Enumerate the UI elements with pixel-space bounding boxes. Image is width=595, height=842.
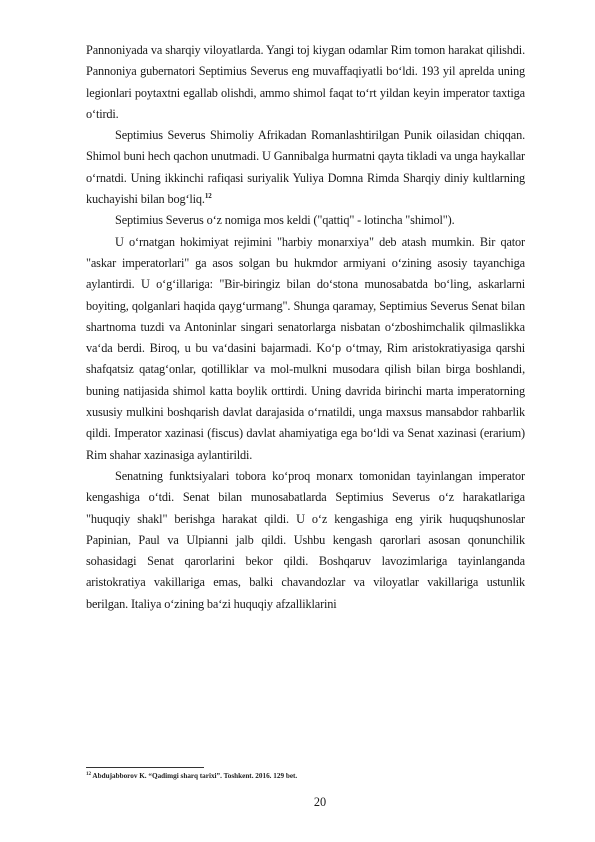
paragraph-text: U o‘rnatgan hokimiyat rejimini "harbiy monarxiya" deb atash mumkin. Bir qator "askar imperatorlari" ga asos solgan bu hukmdor armiyani o‘zining asosiy tayanchiga aylantirdi. U o‘g‘illariga: "Bir-biringiz bilan do‘stona munosabatda bo‘ling, askarlarni boyiting, qolganlari haqida qayg‘urmang". Shunga qaramay, Septimius Severus Senat bilan shartnoma tuzdi va Antoninlar singari senatorlarga nisbatan o‘zboshimchalik qilmaslikka va‘da berdi. Biroq, u bu va‘dasini bajarmadi. Ko‘p o‘tmay, Rim aristokratiyasiga qarshi shafqatsiz qatag‘onlar, qotilliklar va mol-mulkni musodara qilish bilan birga boshlandi, buning natijasida shimol katta boylik orttirdi. Uning davrida birinchi marta imperatorning xususiy mulkini boshqarish davlat darajasida o‘rnatildi, unga maxsus mansabdor rahbarlik qildi. Imperator xazinasi (fiscus) davlat ahamiyatiga ega bo‘ldi va Senat xazinasi (erarium) Rim shahar xazinasiga aylantirildi. [86,234,525,462]
paragraph-2 [86,125,525,210]
paragraph-3 [86,210,525,231]
body-text [86,40,525,615]
footnote-number: 12 [86,772,91,777]
paragraph-1 [86,40,525,125]
paragraph-text: Senatning funktsiyalari tobora ko‘proq monarx tomonidan tayinlangan imperator kengashiga o‘tdi. Senat bilan munosabatlarda Septimius Severus o‘z harakatlariga "huquqiy shakl" berishga harakat qildi. U o‘z kengashiga eng yirik huquqshunoslar Papinian, Paul va Ulpianni jalb qildi. Ushbu kengash qarorlari asosan qonunchilik sohasidagi Senat qarorlarini bekor qildi. Boshqaruv lavozimlariga tayinlanganda aristokratiya vakillariga emas, balki chavandozlar va viloyatlar vakillariga ustunlik berilgan. Italiya o‘zining ba‘zi huquqiy afzalliklarini [86,468,525,611]
footnote-text: Abdujabborov K. “Qadimgi sharq tarixi”. Toshkent. 2016. 129 bet. [92,772,298,780]
footnote [86,771,526,781]
paragraph-text: Septimius Severus o‘z nomiga mos keldi ("qattiq" - lotincha "shimol"). [115,213,455,228]
footnote-divider [86,767,204,768]
paragraph-text: Septimius Severus Shimoliy Afrikadan Romanlashtirilgan Punik oilasidan chiqqan. Shimol buni hech qachon unutmadi. U Gannibalga hurmatni qayta tikladi va unga haykallar o‘rnatdi. Uning ikkinchi rafiqasi suriyalik Yuliya Domna Rimda Sharqiy diniy kultlarning kuchayishi bilan bog‘liq. [86,128,525,207]
paragraph-5 [86,466,525,615]
paragraph-4 [86,232,525,466]
footnote-reference: 12 [204,192,212,201]
paragraph-text: Pannoniyada va sharqiy viloyatlarda. Yangi toj kiygan odamlar Rim tomon harakat qilishdi. Pannoniya gubernatori Septimius Severus eng muvaffaqiyatli bo‘ldi. 193 yil aprelda uning legionlari poytaxtni egallab olishdi, ammo shimol faqat to‘rt yildan keyin imperator taxtiga o‘tirdi. [86,43,525,121]
page-number: 20 [313,795,327,809]
